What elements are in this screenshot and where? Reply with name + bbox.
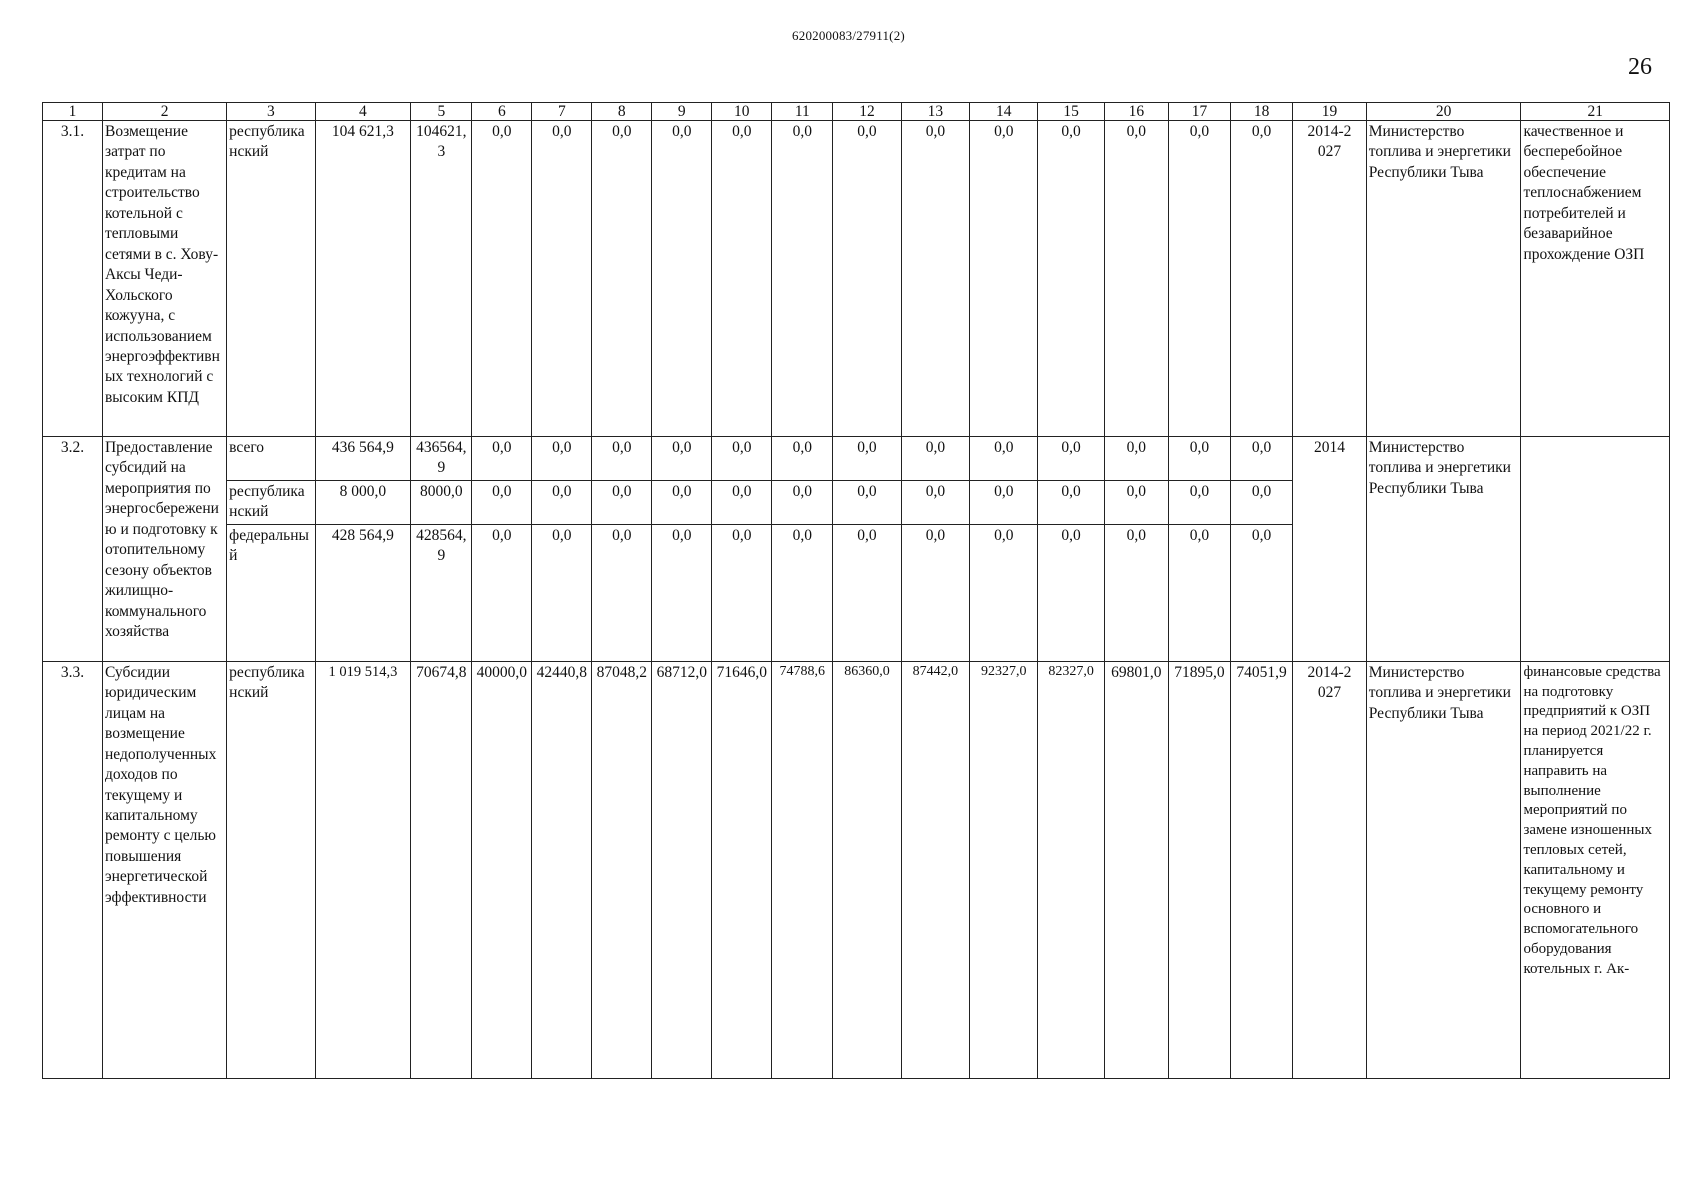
year-value: 0,0 — [901, 480, 969, 524]
year-value: 0,0 — [592, 121, 652, 437]
total-amount: 8 000,0 — [315, 480, 411, 524]
year-value: 87442,0 — [901, 661, 969, 1078]
header-cell: 12 — [833, 103, 901, 121]
year-value: 0,0 — [652, 524, 712, 661]
year-value: 0,0 — [712, 524, 772, 661]
total-amount: 1 019 514,3 — [315, 661, 411, 1078]
expected-result: финансовые средства на подготовку предприятий к ОЗП на период 2021/22 г. планируется направить на выполнение мероприятий по замене изношенных тепловых сетей, капитальному и текущему ремонту основного и вспомогательного оборудования котельных г. Ак- — [1521, 661, 1670, 1078]
year-value: 0,0 — [1104, 437, 1168, 481]
year-value: 92327,0 — [970, 661, 1038, 1078]
header-cell: 1 — [43, 103, 103, 121]
header-cell: 10 — [712, 103, 772, 121]
header-row — [43, 103, 1670, 121]
header-cell: 2 — [102, 103, 226, 121]
year-value: 104621,3 — [411, 121, 472, 437]
year-value: 0,0 — [833, 437, 901, 481]
year-value: 0,0 — [1231, 121, 1293, 437]
header-cell: 17 — [1168, 103, 1230, 121]
year-value: 0,0 — [901, 524, 969, 661]
year-value: 0,0 — [970, 524, 1038, 661]
program-table — [42, 102, 1670, 1079]
row-index: 3.2. — [43, 437, 103, 662]
year-value: 42440,8 — [532, 661, 592, 1078]
year-value: 0,0 — [1104, 524, 1168, 661]
year-value: 0,0 — [532, 480, 592, 524]
year-value: 0,0 — [1168, 437, 1230, 481]
year-value: 0,0 — [1104, 121, 1168, 437]
year-value: 0,0 — [970, 121, 1038, 437]
header-cell: 20 — [1366, 103, 1521, 121]
year-value: 0,0 — [772, 121, 833, 437]
year-value: 0,0 — [472, 524, 532, 661]
year-value: 74788,6 — [772, 661, 833, 1078]
page-number: 26 — [1628, 54, 1652, 80]
measure-name: Субсидии юридическим лицам на возмещение недополученных доходов по текущему и капитальному ремонту с целью повышения энергетической эффективности — [102, 661, 226, 1078]
total-amount: 428 564,9 — [315, 524, 411, 661]
year-value: 0,0 — [1231, 480, 1293, 524]
table-row-3-3 — [43, 661, 1670, 1078]
year-value: 0,0 — [1104, 480, 1168, 524]
year-value: 0,0 — [532, 437, 592, 481]
year-value: 0,0 — [652, 437, 712, 481]
year-value: 0,0 — [1231, 437, 1293, 481]
year-value: 0,0 — [901, 121, 969, 437]
year-value: 0,0 — [1038, 437, 1104, 481]
year-value: 436564,9 — [411, 437, 472, 481]
funding-source: республиканский — [227, 480, 315, 524]
header-cell: 13 — [901, 103, 969, 121]
year-value: 0,0 — [970, 480, 1038, 524]
year-value: 0,0 — [712, 480, 772, 524]
document-id: 620200083/27911(2) — [792, 28, 905, 43]
header-cell: 8 — [592, 103, 652, 121]
period: 2014-2027 — [1293, 661, 1367, 1078]
header-cell: 3 — [227, 103, 315, 121]
year-value: 71646,0 — [712, 661, 772, 1078]
year-value: 0,0 — [592, 480, 652, 524]
responsible-body: Министерство топлива и энергетики Республики Тыва — [1366, 437, 1521, 662]
year-value: 0,0 — [833, 524, 901, 661]
header-cell: 6 — [472, 103, 532, 121]
year-value: 0,0 — [1038, 480, 1104, 524]
table-row-3-2 — [43, 437, 1670, 481]
header-cell: 11 — [772, 103, 833, 121]
year-value: 0,0 — [652, 480, 712, 524]
header-cell: 9 — [652, 103, 712, 121]
year-value: 0,0 — [970, 437, 1038, 481]
year-value: 0,0 — [472, 121, 532, 437]
year-value: 87048,2 — [592, 661, 652, 1078]
header-cell: 15 — [1038, 103, 1104, 121]
year-value: 68712,0 — [652, 661, 712, 1078]
year-value: 74051,9 — [1231, 661, 1293, 1078]
year-value: 0,0 — [833, 480, 901, 524]
responsible-body: Министерство топлива и энергетики Республики Тыва — [1366, 121, 1521, 437]
year-value: 70674,8 — [411, 661, 472, 1078]
year-value: 40000,0 — [472, 661, 532, 1078]
year-value: 0,0 — [901, 437, 969, 481]
year-value: 0,0 — [1168, 480, 1230, 524]
funding-source: федеральный — [227, 524, 315, 661]
year-value: 0,0 — [1231, 524, 1293, 661]
funding-source: республиканский — [227, 661, 315, 1078]
header-cell: 4 — [315, 103, 411, 121]
year-value: 0,0 — [1038, 524, 1104, 661]
table-row-3-1 — [43, 121, 1670, 437]
period: 2014-2027 — [1293, 121, 1367, 437]
header-cell: 18 — [1231, 103, 1293, 121]
year-value: 0,0 — [1038, 121, 1104, 437]
header-cell: 16 — [1104, 103, 1168, 121]
year-value: 0,0 — [592, 437, 652, 481]
year-value: 0,0 — [592, 524, 652, 661]
funding-source: всего — [227, 437, 315, 481]
period: 2014 — [1293, 437, 1367, 662]
year-value: 86360,0 — [833, 661, 901, 1078]
year-value: 8000,0 — [411, 480, 472, 524]
year-value: 0,0 — [833, 121, 901, 437]
year-value: 0,0 — [712, 121, 772, 437]
total-amount: 104 621,3 — [315, 121, 411, 437]
header-cell: 14 — [970, 103, 1038, 121]
row-index: 3.1. — [43, 121, 103, 437]
year-value: 0,0 — [1168, 121, 1230, 437]
year-value: 69801,0 — [1104, 661, 1168, 1078]
year-value: 0,0 — [712, 437, 772, 481]
header-cell: 7 — [532, 103, 592, 121]
year-value: 0,0 — [772, 480, 833, 524]
expected-result: качественное и бесперебойное обеспечение теплоснабжением потребителей и безаварийное прохождение ОЗП — [1521, 121, 1670, 437]
header-cell: 5 — [411, 103, 472, 121]
year-value: 0,0 — [1168, 524, 1230, 661]
measure-name: Предоставление субсидий на мероприятия по энергосбережению и подготовку к отопительному сезону объектов жилищно-коммунального хозяйства — [102, 437, 226, 662]
year-value: 0,0 — [532, 524, 592, 661]
year-value: 0,0 — [532, 121, 592, 437]
total-amount: 436 564,9 — [315, 437, 411, 481]
funding-source: республиканский — [227, 121, 315, 437]
year-value: 71895,0 — [1168, 661, 1230, 1078]
year-value: 0,0 — [472, 437, 532, 481]
header-cell: 21 — [1521, 103, 1670, 121]
header-cell: 19 — [1293, 103, 1367, 121]
year-value: 0,0 — [472, 480, 532, 524]
row-index: 3.3. — [43, 661, 103, 1078]
year-value: 0,0 — [772, 437, 833, 481]
year-value: 428564,9 — [411, 524, 472, 661]
measure-name: Возмещение затрат по кредитам на строительство котельной с тепловыми сетями в с. Хову-Аксы Чеди-Хольского кожууна, с использованием энергоэффективных технологий с высоким КПД — [102, 121, 226, 437]
expected-result — [1521, 437, 1670, 662]
year-value: 82327,0 — [1038, 661, 1104, 1078]
year-value: 0,0 — [652, 121, 712, 437]
responsible-body: Министерство топлива и энергетики Республики Тыва — [1366, 661, 1521, 1078]
year-value: 0,0 — [772, 524, 833, 661]
